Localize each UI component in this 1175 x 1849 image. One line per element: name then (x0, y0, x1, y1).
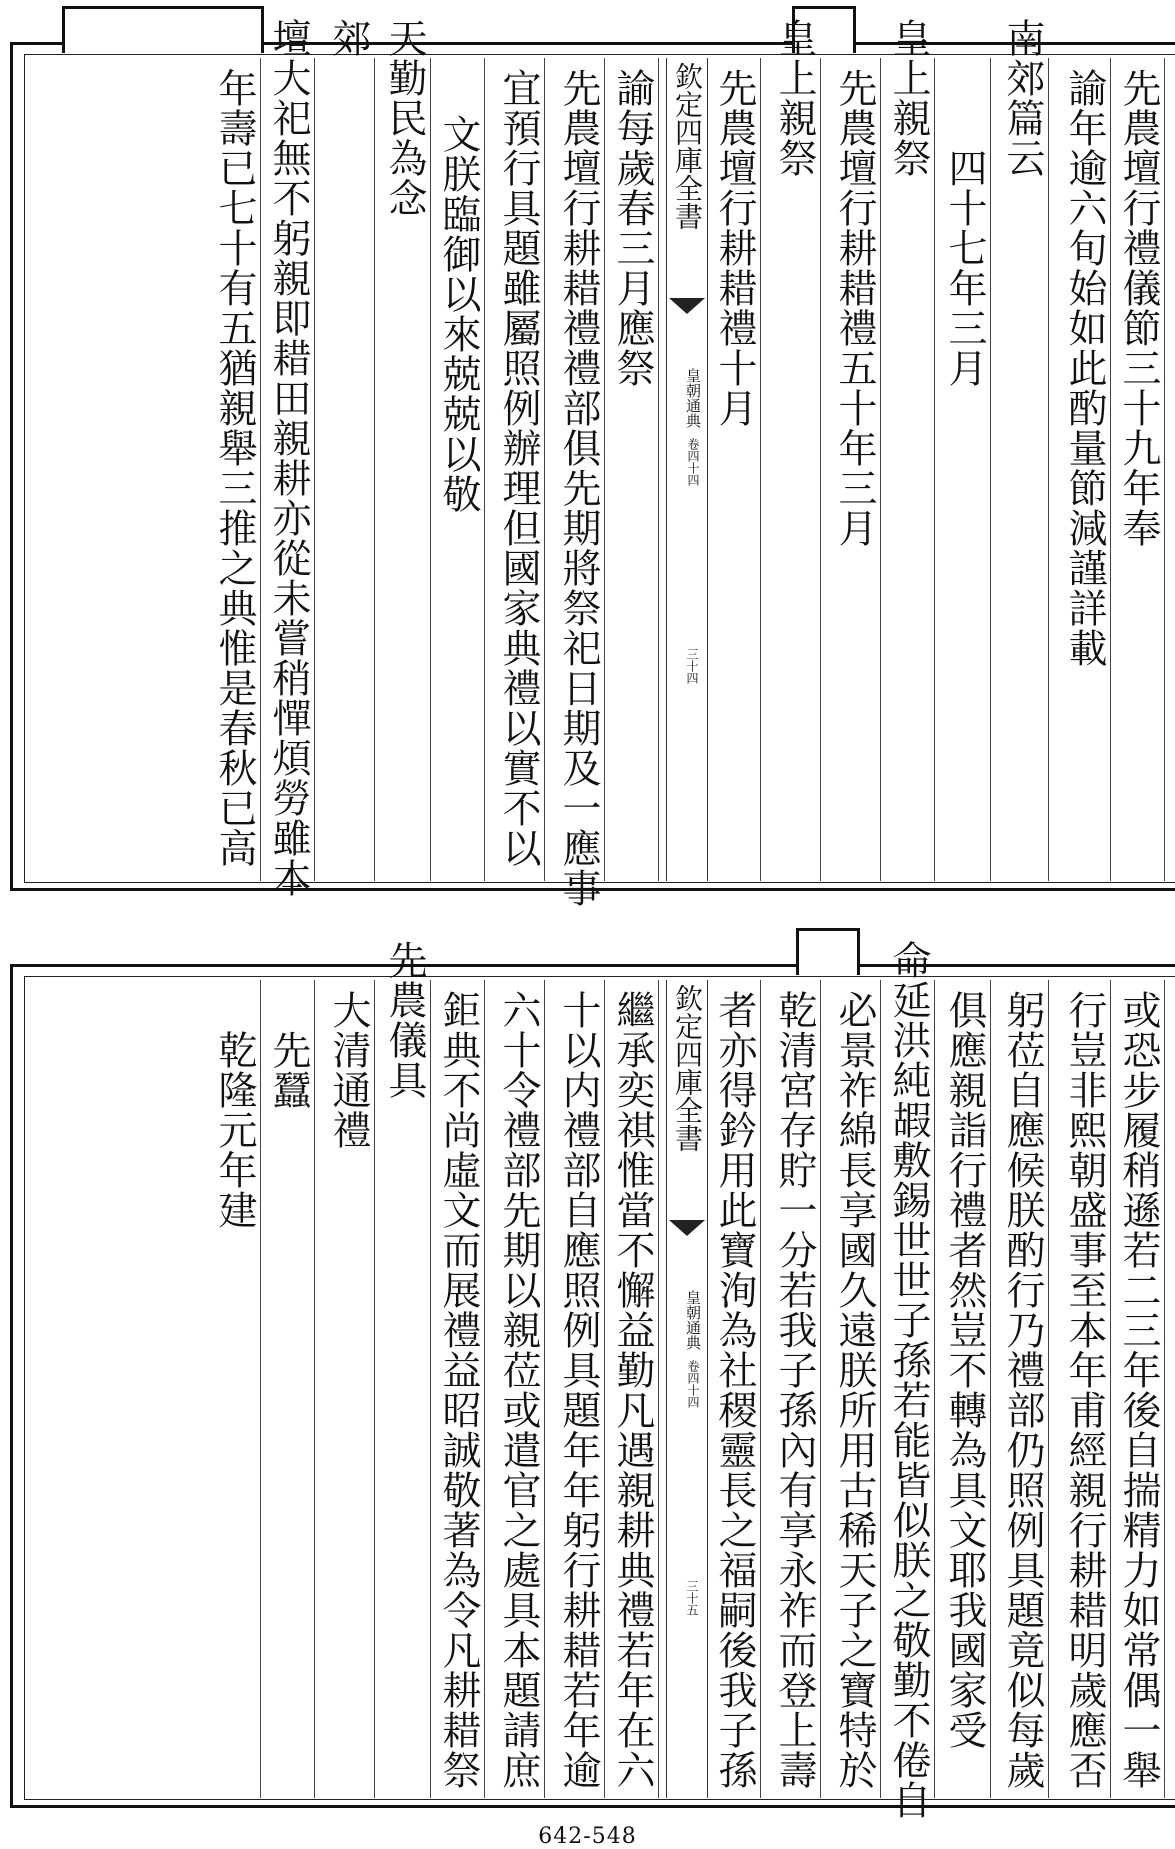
text-column: 必景祚綿長享國久遠朕所用古稀天子之寶特於 (836, 980, 881, 1798)
text-column: 鉅典不尚虛文而展禮益昭誠敬著為令凡耕耤祭 (440, 980, 485, 1798)
text-column: 者亦得鈐用此寶洵為社稷靈長之福嗣後我子孫 (716, 980, 761, 1798)
text-column: 先農壇行耕耤禮禮部俱先期將祭祀日期及一應事 (560, 58, 605, 881)
spine-subtitle: 皇朝通典 (684, 1290, 702, 1350)
text-column: 大清通禮 (330, 980, 375, 1798)
text-column: 俱應親詣行禮者然豈不轉為具文耶我國家受 (946, 980, 991, 1798)
text-column: 繼承奕祺惟當不懈益勤凡遇親耕典禮若年在六 (614, 980, 659, 1798)
text-column: 命延洪純嘏敷錫世世子孫若能皆似朕之敬勤不倦自 (890, 980, 935, 1798)
spine-volume: 卷四十四 (686, 1360, 700, 1408)
text-column: 躬莅自應候朕酌行乃禮部仍照例具題竟似每歲 (1004, 980, 1049, 1798)
text-column: 先農壇行禮儀節三十九年奉 (1120, 58, 1165, 881)
text-column: 乾清宮存貯一分若我子孫內有享永祚而登上壽 (776, 980, 821, 1798)
text-column: 四十七年三月 (946, 58, 991, 881)
text-column: 先蠶 (270, 980, 315, 1798)
spine-leaf-number: 三十五 (685, 1580, 699, 1616)
text-column: 乾隆元年建 (216, 980, 261, 1798)
text-column: 十以内禮部自應照例具題年年躬行耕耤若年逾 (560, 980, 605, 1798)
text-column: 壇大祀無不躬親即耤田親耕亦從未嘗稍憚煩勞雖本 (270, 58, 315, 881)
text-column: 郊 (330, 58, 375, 881)
spine-subtitle: 皇朝通典 (684, 368, 702, 428)
upper-page-left-tab (62, 6, 264, 53)
text-column: 先農儀具 (386, 980, 431, 1798)
text-column: 六十令禮部先期以親莅或遣官之處具本題請庶 (500, 980, 545, 1798)
lower-page (0, 922, 1175, 1822)
text-column: 先農壇行耕耤禮五十年三月 (836, 58, 881, 881)
text-column: 先農壇行耕耤禮十月 (716, 58, 761, 881)
scan-page-number: 642-548 (538, 1824, 637, 1849)
text-column: 宜預行具題雖屬照例辦理但國家典禮以實不以 (500, 58, 545, 881)
text-column: 南郊篇云 (1004, 58, 1049, 881)
lower-page-heading-tab (796, 928, 860, 975)
spine-volume: 卷四十四 (686, 438, 700, 486)
spine-leaf-number: 三十四 (685, 648, 699, 684)
text-column: 諭年逾六旬始如此酌量節減謹詳載 (1066, 58, 1111, 881)
book-title: 欽定四庫全書 (671, 984, 704, 1152)
fish-tail-mark (669, 298, 705, 320)
fish-tail-mark (669, 1220, 705, 1242)
text-column: 年壽已七十有五猶親舉三推之典惟是春秋已高 (216, 58, 261, 881)
text-column: 皇上親祭 (776, 58, 821, 881)
text-column: 或恐步履稍遜若二三年後自揣精力如常偶一舉 (1120, 980, 1165, 1798)
center-spine (666, 980, 708, 1798)
text-column: 行豈非熙朝盛事至本年甫經親行耕耤明歲應否 (1066, 980, 1111, 1798)
center-spine (666, 58, 708, 881)
text-column: 文朕臨御以來兢兢以敬 (440, 58, 485, 881)
text-column: 諭每歲春三月應祭 (614, 58, 659, 881)
text-column: 皇上親祭 (890, 58, 935, 881)
upper-page (0, 0, 1175, 908)
book-title: 欽定四庫全書 (671, 62, 704, 230)
text-column: 天勤民為念 (386, 58, 431, 881)
